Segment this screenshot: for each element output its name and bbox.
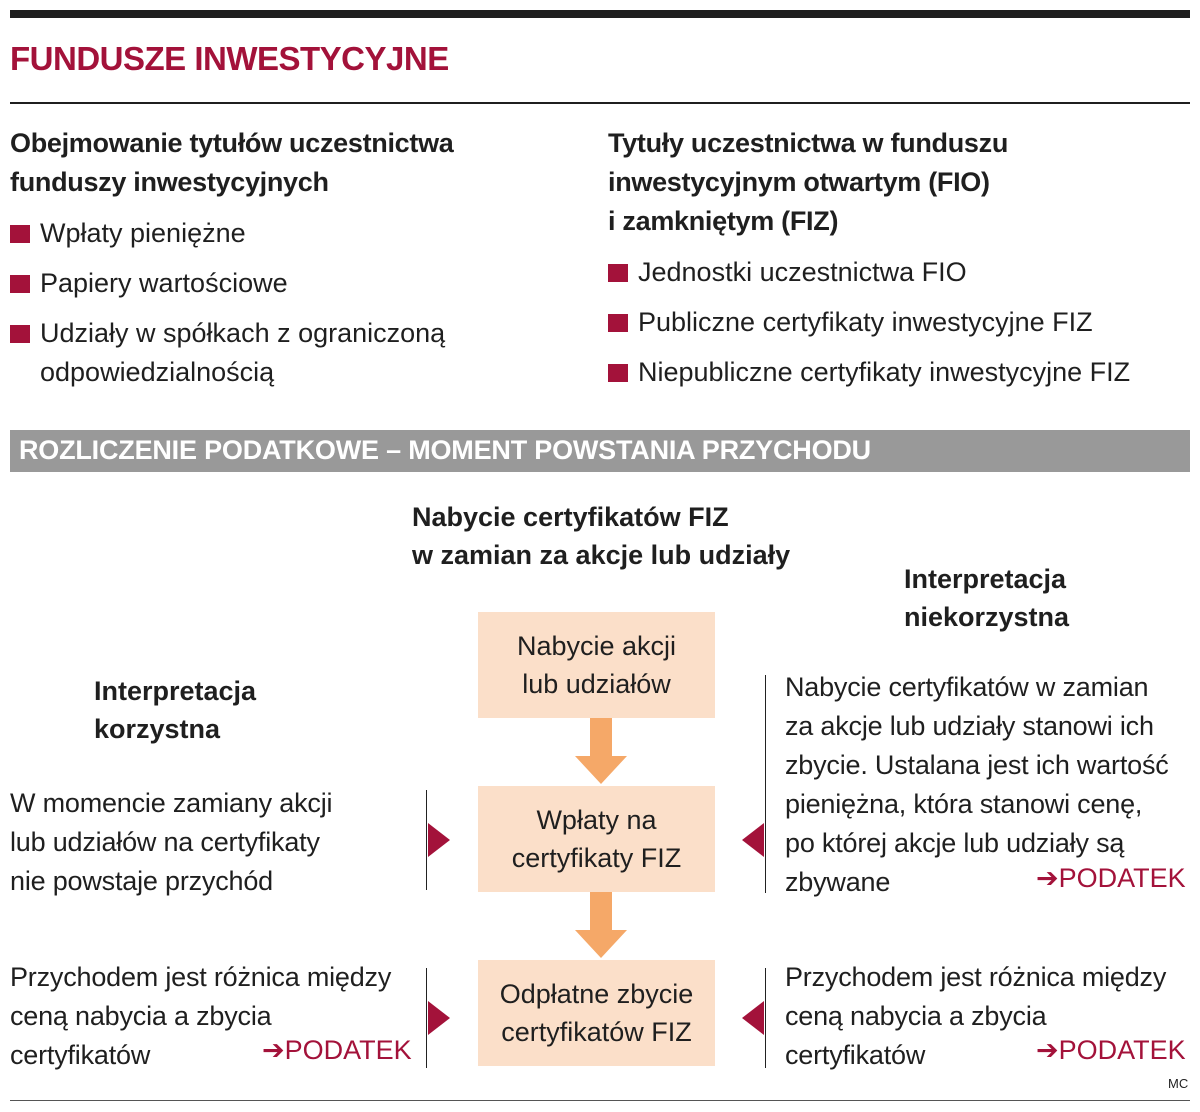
- item-text: Udziały w spółkach z ograniczoną: [40, 318, 446, 348]
- item-text: Publiczne certyfikaty inwestycyjne FIZ: [638, 307, 1093, 337]
- note-line: certyfikatów: [10, 1040, 151, 1070]
- note-line: po której akcje lub udziały są: [785, 828, 1125, 858]
- label-line: niekorzystna: [904, 602, 1070, 632]
- divider-line: [765, 675, 766, 893]
- item-text: Jednostki uczestnictwa FIO: [638, 257, 967, 287]
- flow-box-disposal: [478, 960, 715, 1066]
- tax-tag: [1036, 1035, 1186, 1066]
- flow-box-acquisition: [478, 612, 715, 718]
- pointer-right-icon: [428, 823, 450, 857]
- square-bullet-icon: [608, 364, 628, 382]
- credit: MC: [1168, 1076, 1189, 1091]
- tax-tag: [262, 1035, 412, 1066]
- arrow-right-icon: ➔: [262, 1035, 285, 1065]
- label-line: Interpretacja: [904, 564, 1067, 594]
- item-text: Papiery wartościowe: [40, 268, 288, 298]
- bottom-rule: [10, 1100, 1190, 1101]
- arrow-right-icon: ➔: [1036, 863, 1059, 893]
- right-bullet-list: [608, 253, 1188, 392]
- list-item: [10, 214, 570, 253]
- heading-line: Obejmowanie tytułów uczestnictwa: [10, 128, 454, 158]
- section-band: [10, 430, 1190, 472]
- square-bullet-icon: [10, 275, 30, 293]
- left-column-heading: [10, 124, 570, 202]
- right-column-heading: [608, 124, 1188, 241]
- left-note-exchange: [10, 784, 410, 901]
- down-arrow-icon: [575, 892, 627, 958]
- square-bullet-icon: [608, 314, 628, 332]
- pointer-left-icon: [742, 823, 764, 857]
- diagram-title-line: Nabycie certyfikatów FIZ: [412, 502, 729, 532]
- label-line: Interpretacja: [94, 676, 257, 706]
- note-line: nie powstaje przychód: [10, 866, 273, 896]
- note-line: lub udziałów na certyfikaty: [10, 827, 320, 857]
- box-line: Odpłatne zbycie: [499, 979, 694, 1009]
- note-line: pieniężna, która stanowi cenę,: [785, 789, 1143, 819]
- box-line: Nabycie akcji: [516, 631, 677, 661]
- note-line: W momencie zamiany akcji: [10, 788, 333, 818]
- flow-box-payments: [478, 786, 715, 892]
- divider-line: [426, 968, 427, 1068]
- heading-line: inwestycyjnym otwartym (FIO): [608, 167, 990, 197]
- square-bullet-icon: [608, 264, 628, 282]
- note-line: zbycie. Ustalana jest ich wartość: [785, 750, 1169, 780]
- tax-tag-label: PODATEK: [1058, 1035, 1186, 1065]
- arrow-right-icon: ➔: [1036, 1035, 1059, 1065]
- list-item: [10, 264, 570, 303]
- list-item: [10, 314, 570, 392]
- box-line: lub udziałów: [522, 669, 671, 699]
- page-title: FUNDUSZE INWESTYCYJNE: [10, 40, 449, 77]
- note-line: ceną nabycia a zbycia: [785, 1001, 1047, 1031]
- diagram-title: [412, 498, 832, 574]
- heading-line: Tytuły uczestnictwa w funduszu: [608, 128, 1009, 158]
- divider-line: [426, 790, 427, 890]
- left-bullet-list: [10, 214, 570, 392]
- box-line: certyfikaty FIZ: [511, 843, 682, 873]
- top-rule: [10, 10, 1190, 18]
- note-line: za akcje lub udziały stanowi ich: [785, 711, 1154, 741]
- note-line: zbywane: [785, 867, 891, 897]
- square-bullet-icon: [10, 225, 30, 243]
- down-arrow-icon: [575, 718, 627, 784]
- tax-tag-label: PODATEK: [284, 1035, 412, 1065]
- section-band-title: ROZLICZENIE PODATKOWE – MOMENT POWSTANIA PRZYCHODU: [19, 435, 871, 465]
- heading-line: i zamkniętym (FIZ): [608, 206, 839, 236]
- note-line: Przychodem jest różnica między: [785, 962, 1167, 992]
- label-line: korzystna: [94, 714, 221, 744]
- item-text: Niepubliczne certyfikaty inwestycyjne FIZ: [638, 357, 1131, 387]
- box-line: Wpłaty na: [536, 805, 657, 835]
- heading-line: funduszy inwestycyjnych: [10, 167, 329, 197]
- pointer-right-icon: [428, 1001, 450, 1035]
- diagram-title-line: w zamian za akcje lub udziały: [412, 540, 791, 570]
- right-column: [608, 124, 1188, 403]
- square-bullet-icon: [10, 325, 30, 343]
- item-text: odpowiedzialnością: [40, 357, 275, 387]
- list-item: [608, 253, 1188, 292]
- tax-tag: [1036, 863, 1186, 894]
- unfavorable-interpretation-label: [904, 560, 1164, 636]
- pointer-left-icon: [742, 1001, 764, 1035]
- favorable-interpretation-label: [94, 672, 334, 748]
- box-line: certyfikatów FIZ: [501, 1017, 692, 1047]
- note-line: Przychodem jest różnica między: [10, 962, 392, 992]
- item-text: Wpłaty pieniężne: [40, 218, 246, 248]
- note-line: certyfikatów: [785, 1040, 926, 1070]
- list-item: [608, 353, 1188, 392]
- tax-tag-label: PODATEK: [1058, 863, 1186, 893]
- left-column: [10, 124, 570, 403]
- note-line: ceną nabycia a zbycia: [10, 1001, 272, 1031]
- divider-line: [765, 968, 766, 1068]
- note-line: Nabycie certyfikatów w zamian: [785, 672, 1149, 702]
- list-item: [608, 303, 1188, 342]
- title-underline: [10, 102, 1190, 104]
